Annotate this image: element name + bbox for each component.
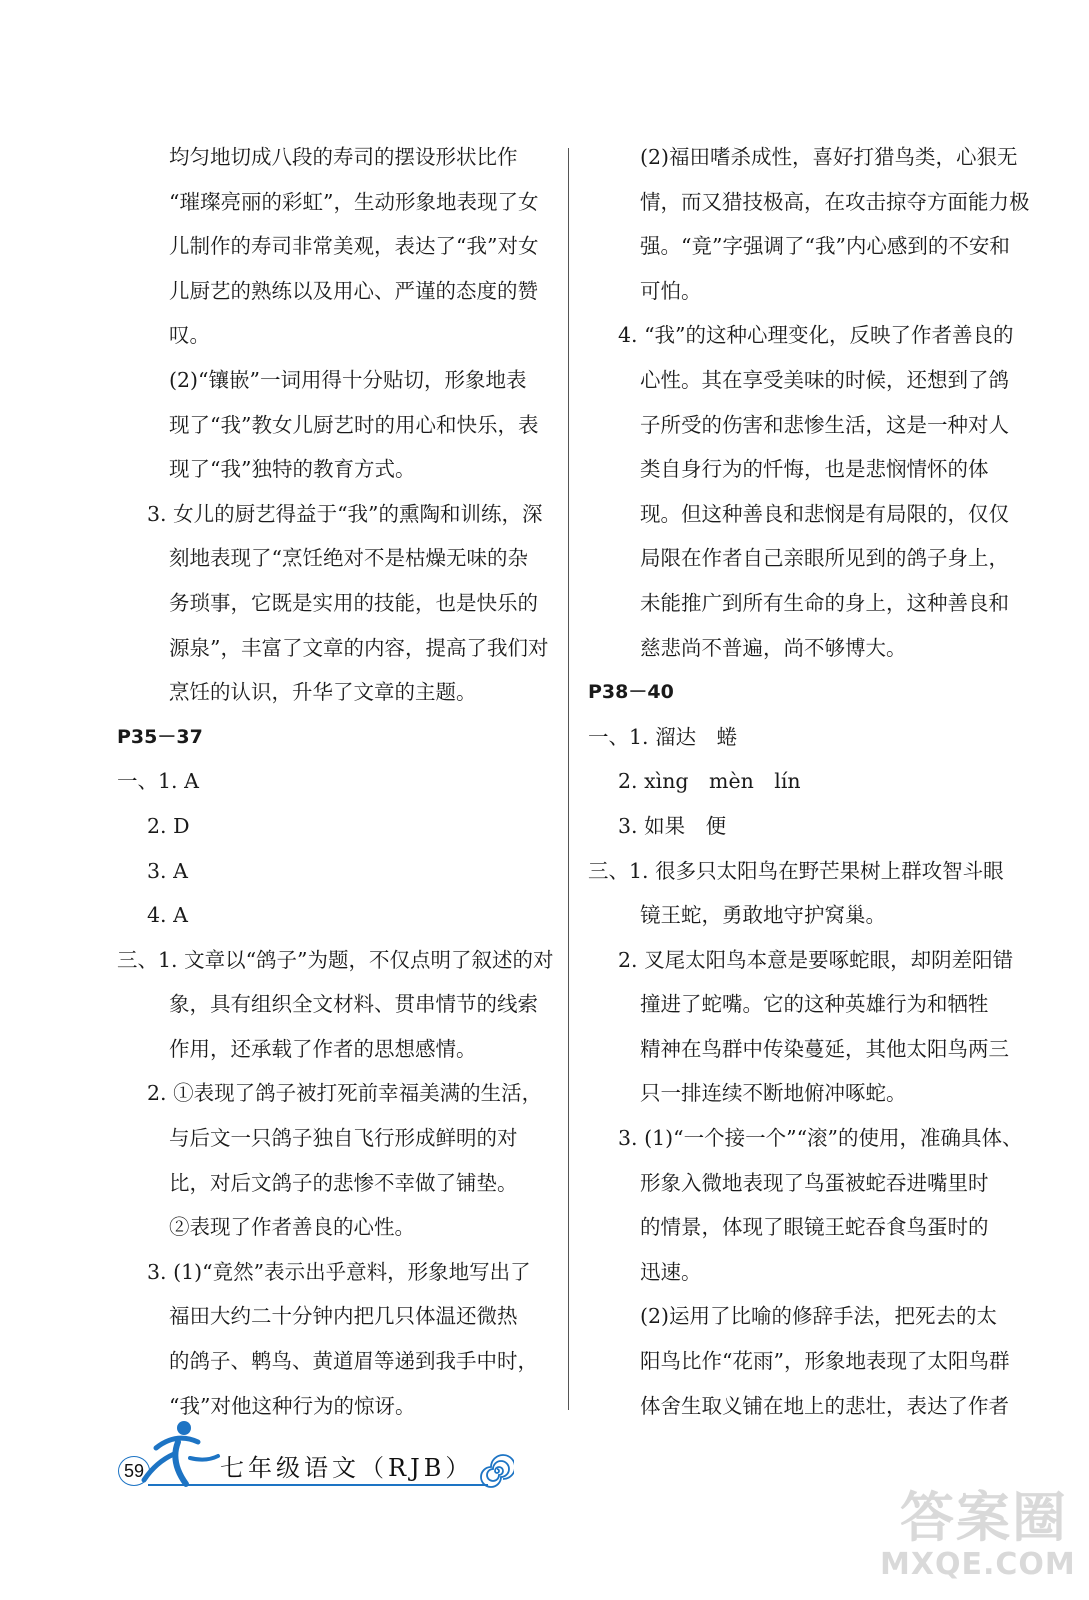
text-line: 叹。 <box>169 323 210 348</box>
text-line: 象，具有组织全文材料、贯串情节的线索 <box>169 992 538 1017</box>
text-line: 镜王蛇，勇敢地守护窝巢。 <box>640 903 886 928</box>
text-line: 强。“竟”字强调了“我”内心感到的不安和 <box>640 234 1010 259</box>
text-line: 3. (1)“竟然”表示出乎意料，形象地写出了 <box>147 1259 531 1284</box>
text-line: 2. xìng mèn lín <box>618 769 801 794</box>
text-line: 儿厨艺的熟练以及用心、严谨的态度的赞 <box>169 278 538 303</box>
footer-title: 七年级语文（RJB） <box>220 1454 474 1482</box>
text-line: 局限在作者自己亲眼所见到的鸽子身上， <box>640 546 1009 571</box>
text-line: 2. ①表现了鸽子被打死前幸福美满的生活， <box>147 1081 543 1106</box>
text-line: 2. 叉尾太阳鸟本意是要啄蛇眼，却阴差阳错 <box>618 947 1014 972</box>
text-line: 精神在鸟群中传染蔓延，其他太阳鸟两三 <box>640 1036 1009 1061</box>
text-line: 可怕。 <box>640 278 702 303</box>
text-line: 情，而又猎技极高，在攻击掠夺方面能力极 <box>640 189 1030 214</box>
section-heading: P38－40 <box>588 681 674 704</box>
text-line: 一、1. A <box>117 769 199 794</box>
text-line: ②表现了作者善良的心性。 <box>169 1215 415 1240</box>
text-line: 类自身行为的忏悔，也是悲悯情怀的体 <box>640 457 989 482</box>
text-line: 现了“我”教女儿厨艺时的用心和快乐，表 <box>169 412 539 437</box>
text-line: 的鸽子、鹎鸟、黄道眉等递到我手中时， <box>169 1349 538 1374</box>
text-line: 阳鸟比作“花雨”，形象地表现了太阳鸟群 <box>640 1349 1010 1374</box>
text-line: 只一排连续不断地俯冲啄蛇。 <box>640 1081 907 1106</box>
text-line: 心性。其在享受美味的时候，还想到了鸽 <box>640 367 1009 392</box>
text-line: 均匀地切成八段的寿司的摆设形状比作 <box>169 145 518 169</box>
text-line: (2)运用了比喻的修辞手法，把死去的太 <box>640 1304 998 1329</box>
text-line: 一、1. 溜达 蜷 <box>588 724 738 749</box>
text-line: 源泉”，丰富了文章的内容，提高了我们对 <box>169 635 549 660</box>
watermark-main: 答案圈 <box>900 1486 1068 1549</box>
watermark <box>870 1475 1080 1595</box>
spiral-icon <box>480 1454 514 1488</box>
left-column <box>117 135 554 1428</box>
text-line: (2)“镶嵌”一词用得十分贴切，形象地表 <box>169 367 527 392</box>
text-line: 体舍生取义铺在地上的悲壮，表达了作者 <box>640 1393 1009 1418</box>
text-line: 3. 女儿的厨艺得益于“我”的熏陶和训练，深 <box>147 501 543 526</box>
text-line: 三、1. 文章以“鸽子”为题，不仅点明了叙述的对 <box>117 947 554 972</box>
text-line: 子所受的伤害和悲惨生活，这是一种对人 <box>640 412 1009 437</box>
text-line: 迅速。 <box>640 1259 702 1284</box>
text-line: 福田大约二十分钟内把几只体温还微热 <box>169 1304 518 1329</box>
text-line: “璀璨亮丽的彩虹”，生动形象地表现了女 <box>169 189 539 214</box>
text-line: 4. “我”的这种心理变化，反映了作者善良的 <box>618 323 1014 348</box>
text-line: 三、1. 很多只太阳鸟在野芒果树上群攻智斗眼 <box>588 858 1004 883</box>
footer-rule <box>148 1484 488 1486</box>
text-line: 3. 如果 便 <box>618 813 727 838</box>
text-line: 4. A <box>147 903 188 928</box>
text-line: 比，对后文鸽子的悲惨不幸做了铺垫。 <box>169 1170 518 1195</box>
right-column <box>588 135 1028 1428</box>
text-line: 与后文一只鸽子独自飞行形成鲜明的对 <box>169 1126 518 1151</box>
section-heading: P35－37 <box>117 725 203 748</box>
text-line: 2. D <box>147 813 190 838</box>
text-line: 刻地表现了“烹饪绝对不是枯燥无味的杂 <box>169 546 528 571</box>
text-line: 现。但这种善良和悲悯是有局限的，仅仅 <box>640 501 1009 526</box>
text-line: 形象入微地表现了鸟蛋被蛇吞进嘴里时 <box>640 1170 989 1195</box>
page-number: 59 <box>118 1456 150 1486</box>
text-line: 作用，还承载了作者的思想感情。 <box>169 1036 477 1061</box>
text-line: 未能推广到所有生命的身上，这种善良和 <box>640 590 1009 615</box>
text-line: 3. (1)“一个接一个”“滚”的使用，准确具体、 <box>618 1126 1023 1151</box>
text-line: (2)福田嗜杀成性，喜好打猎鸟类，心狠无 <box>640 145 1018 169</box>
page-footer <box>112 1418 522 1498</box>
watermark-sub: MXQE.COM <box>880 1547 1076 1582</box>
text-line: 的情景，体现了眼镜王蛇吞食鸟蛋时的 <box>640 1215 989 1240</box>
text-line: 慈悲尚不普遍，尚不够博大。 <box>640 635 907 660</box>
text-line: 撞进了蛇嘴。它的这种英雄行为和牺牲 <box>640 992 989 1017</box>
text-line: 烹饪的认识，升华了文章的主题。 <box>169 680 477 705</box>
text-line: 现了“我”独特的教育方式。 <box>169 457 416 482</box>
column-divider <box>568 148 569 1410</box>
text-line: 务琐事，它既是实用的技能，也是快乐的 <box>169 590 538 615</box>
text-line: 3. A <box>147 858 188 883</box>
text-line: 儿制作的寿司非常美观，表达了“我”对女 <box>169 234 539 259</box>
text-line: “我”对他这种行为的惊讶。 <box>169 1393 416 1418</box>
